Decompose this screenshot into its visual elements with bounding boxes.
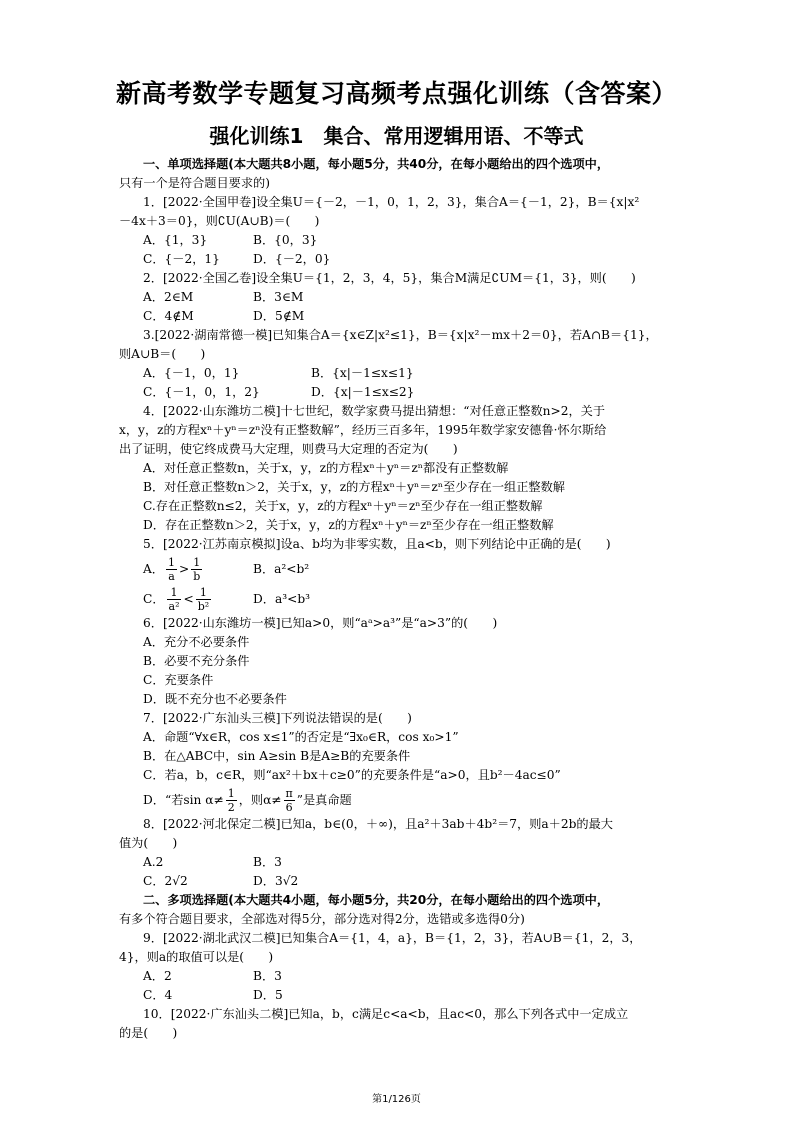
operator: < — [183, 592, 194, 606]
option-c — [143, 584, 253, 614]
option-c: C．2√2 — [143, 874, 188, 888]
options-row — [119, 584, 677, 614]
denominator: 2 — [227, 801, 235, 814]
option-a: A．2 — [143, 969, 172, 983]
fraction — [284, 787, 295, 814]
question-2: 2．[2022·全国乙卷]设全集U＝{1，2，3，4，5}，集合M满足∁UM＝{1，3}，则( ) — [143, 271, 636, 285]
numerator: 1 — [196, 586, 211, 600]
options-row — [119, 231, 677, 250]
question-8: 8．[2022·河北保定二模]已知a，b∈(0，＋∞)，且a²＋3ab＋4b²＝7，则a＋2b的最大 — [143, 817, 613, 831]
document-title: 新高考数学专题复习高频考点强化训练（含答案） — [115, 79, 677, 108]
question-9-cont: 4}，则a的取值可以是( ) — [119, 950, 274, 964]
denominator: a² — [168, 600, 180, 613]
option-a: A．命题“∀x∈R，cos x≤1”的否定是“∃x₀∈R，cos x₀>1” — [143, 730, 459, 744]
question-7: 7．[2022·广东汕头三模]下列说法错误的是( ) — [143, 711, 412, 725]
options-row — [119, 967, 677, 986]
question-8-cont: 值为( ) — [119, 836, 178, 850]
option-c: C．4∉M — [143, 309, 194, 323]
option-b: B．{x|－1≤x≤1} — [311, 366, 414, 380]
denominator: 6 — [285, 801, 293, 814]
option-d: D．既不充分也不必要条件 — [143, 692, 287, 706]
denominator: b² — [197, 600, 210, 613]
fraction — [191, 556, 202, 583]
option-b: B．{0，3} — [253, 233, 318, 247]
numerator: 1 — [167, 586, 182, 600]
question-9: 9．[2022·湖北武汉二模]已知集合A＝{1，4，a}，B＝{1，2，3}，若A∪B＝{1，2，3， — [143, 931, 642, 945]
option-a — [143, 554, 253, 584]
option-label: C． — [143, 592, 165, 606]
option-c: C．若a，b，c∈R，则“ax²＋bx＋c≥0”的充要条件是“a>0，且b²－4ac≤0” — [143, 768, 561, 782]
question-4-cont: 出了证明，使它终成费马大定理，则费马大定理的否定为( ) — [119, 442, 458, 456]
option-b: B．3∈M — [253, 290, 304, 304]
option-d: D．5 — [253, 988, 283, 1002]
options-row — [119, 383, 677, 402]
question-1-cont: －4x＋3＝0}，则∁U(A∪B)＝( ) — [119, 214, 320, 228]
option-text: D．“若sin α≠ — [143, 793, 224, 807]
numerator: 1 — [168, 556, 175, 569]
fraction — [226, 787, 237, 814]
option-b: B．必要不充分条件 — [143, 654, 250, 668]
option-a: A.2 — [143, 855, 164, 869]
exercise-body — [119, 155, 677, 1043]
question-3: 3.[2022·湖南常德一模]已知集合A＝{x∈Z|x²≤1}，B＝{x|x²－mx＋2＝0}，若A∩B＝{1}， — [143, 328, 658, 342]
option-b: B．3 — [253, 969, 282, 983]
numerator: π — [285, 787, 293, 800]
option-c: C．{－2，1} — [143, 252, 220, 266]
option-b: B．a²<b² — [253, 562, 310, 576]
option-d: D．存在正整数n＞2，关于x，y，z的方程xⁿ＋yⁿ＝zⁿ至少存在一组正整数解 — [143, 518, 554, 532]
option-d: D．3√2 — [253, 874, 299, 888]
question-5: 5．[2022·江苏南京模拟]设a、b均为非零实数，且a<b，则下列结论中正确的是( ) — [143, 537, 611, 551]
option-c: C．{－1，0，1，2} — [143, 385, 260, 399]
option-a: A．2∈M — [143, 290, 194, 304]
question-3-cont: 则A∪B＝( ) — [119, 347, 206, 361]
option-c: C.存在正整数n≤2，关于x，y，z的方程xⁿ＋yⁿ＝zⁿ至少存在一组正整数解 — [143, 499, 543, 513]
question-10-cont: 的是( ) — [119, 1026, 178, 1040]
section-heading: 一、单项选择题(本大题共8小题，每小题5分，共40分，在每小题给出的四个选项中， — [143, 157, 610, 171]
options-row — [119, 364, 677, 383]
section-heading-cont: 只有一个是符合题目要求的) — [119, 176, 271, 190]
question-6: 6．[2022·山东潍坊一模]已知a>0，则“aᵃ>a³”是“a>3”的( ) — [143, 616, 498, 630]
question-4: 4．[2022·山东潍坊二模]十七世纪，数学家费马提出猜想：“对任意正整数n>2，关于 — [143, 404, 606, 418]
option-a: A．{1，3} — [143, 233, 208, 247]
question-1: 1．[2022·全国甲卷]设全集U＝{－2，－1，0，1，2，3}，集合A＝{－1，2}，B＝{x|x² — [143, 195, 640, 209]
option-d: D．{－2，0} — [253, 252, 331, 266]
option-b: B．3 — [253, 855, 282, 869]
fraction — [196, 586, 211, 613]
option-b: B．在△ABC中，sin A≥sin B是A≥B的充要条件 — [143, 749, 411, 763]
question-4-cont: x，y，z的方程xⁿ＋yⁿ＝zⁿ没有正整数解”，经历三百多年，1995年数学家安德鲁·怀尔斯给 — [119, 423, 607, 437]
numerator: 1 — [227, 787, 235, 800]
option-d — [119, 785, 677, 815]
option-d: D．{x|－1≤x≤2} — [311, 385, 415, 399]
fraction — [167, 586, 182, 613]
denominator: b — [193, 570, 201, 583]
option-text: ”是真命题 — [296, 793, 352, 807]
page-number: 第1/126页 — [372, 1094, 421, 1105]
option-c: C．4 — [143, 988, 173, 1002]
fraction — [166, 556, 177, 583]
section-heading: 二、多项选择题(本大题共4小题，每小题5分，共20分，在每小题给出的四个选项中， — [143, 893, 610, 907]
option-text: ，则α≠ — [238, 793, 282, 807]
options-row — [119, 250, 677, 269]
operator: > — [179, 562, 190, 576]
option-a: A．充分不必要条件 — [143, 635, 250, 649]
options-row — [119, 986, 677, 1005]
options-row — [119, 288, 677, 307]
denominator: a — [168, 570, 175, 583]
options-row — [119, 554, 677, 584]
option-label: A． — [143, 562, 164, 576]
section-subtitle: 强化训练1 集合、常用逻辑用语、不等式 — [209, 124, 584, 148]
option-c: C．充要条件 — [143, 673, 214, 687]
options-row — [119, 872, 677, 891]
numerator: 1 — [191, 556, 202, 570]
option-a: A．对任意正整数n，关于x，y，z的方程xⁿ＋yⁿ＝zⁿ都没有正整数解 — [143, 461, 509, 475]
section-heading-cont: 有多个符合题目要求，全部选对得5分，部分选对得2分，选错或多选得0分) — [119, 912, 525, 926]
option-b: B．对任意正整数n＞2，关于x，y，z的方程xⁿ＋yⁿ＝zⁿ至少存在一组正整数解 — [143, 480, 565, 494]
option-a: A．{－1，0，1} — [143, 366, 240, 380]
option-d: D．5∉M — [253, 309, 305, 323]
options-row — [119, 307, 677, 326]
option-d: D．a³<b³ — [253, 592, 311, 606]
question-10: 10．[2022·广东汕头二模]已知a，b，c满足c<a<b，且ac<0，那么下列各式中一定成立 — [143, 1007, 629, 1021]
options-row — [119, 853, 677, 872]
